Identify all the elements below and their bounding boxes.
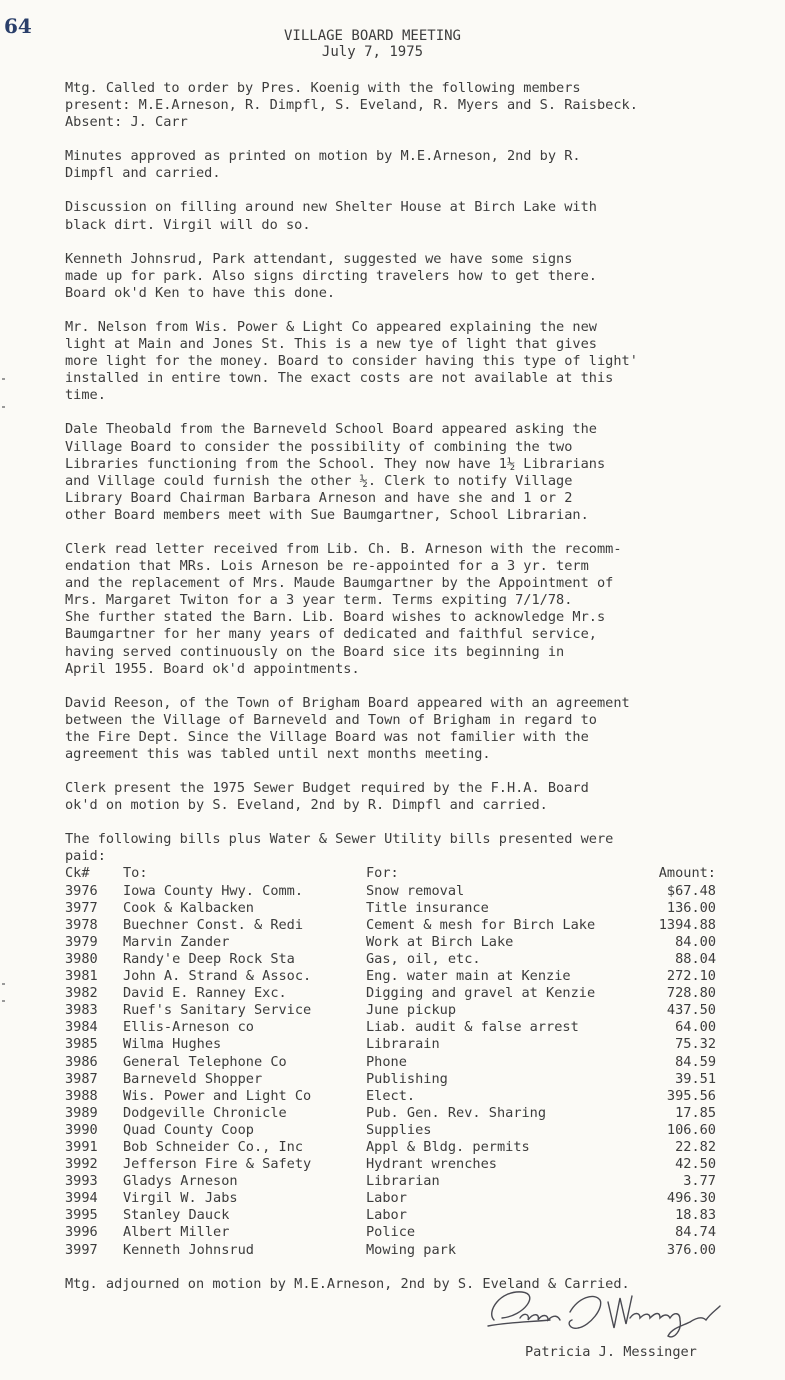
bill-payee: Gladys Arneson: [123, 1173, 238, 1190]
bill-check-number: 3981: [65, 968, 98, 985]
bill-row: [65, 968, 716, 985]
page-number: 64: [4, 14, 32, 38]
bill-purpose: Pub. Gen. Rev. Sharing: [366, 1104, 547, 1121]
bill-row: [65, 1105, 716, 1122]
bill-purpose: Snow removal: [366, 882, 465, 899]
bill-row: [65, 1190, 716, 1207]
bills-header-row: [65, 865, 716, 882]
bill-purpose: Labor: [366, 1190, 407, 1207]
bill-check-number: 3976: [65, 882, 98, 899]
bill-check-number: 3987: [65, 1070, 98, 1087]
bill-payee: Barneveld Shopper: [123, 1070, 263, 1087]
bill-row: [65, 1036, 716, 1053]
bill-purpose: Title insurance: [366, 899, 489, 916]
bill-purpose: Elect.: [366, 1087, 416, 1104]
bill-payee: Buechner Const. & Redi: [123, 916, 304, 933]
bill-check-number: 3993: [65, 1173, 98, 1190]
bill-payee: Wis. Power and Light Co: [123, 1087, 312, 1104]
paragraph-minutes-approved: Minutes approved as printed on motion by M.E.Arneson, 2nd by R. Dimpfl and carried.: [65, 148, 581, 182]
bill-row: [65, 883, 716, 900]
bill-payee: Randy'e Deep Rock Sta: [123, 950, 295, 967]
margin-mark: [2, 378, 5, 380]
bill-payee: Stanley Dauck: [123, 1207, 230, 1224]
bill-payee: John A. Strand & Assoc.: [123, 968, 312, 985]
bill-amount: 88.04: [675, 950, 716, 967]
bill-amount: 18.83: [675, 1207, 716, 1224]
bill-payee: David E. Ranney Exc.: [123, 985, 287, 1002]
bill-row: [65, 951, 716, 968]
bill-amount: 728.80: [666, 985, 716, 1002]
margin-mark: [2, 1000, 5, 1002]
bill-amount: 496.30: [666, 1190, 716, 1207]
bill-check-number: 3980: [65, 950, 98, 967]
col-header-ck: Ck#: [65, 865, 90, 882]
meeting-date: July 7, 1975: [321, 44, 424, 60]
bill-amount: $67.48: [666, 882, 716, 899]
bill-payee: General Telephone Co: [123, 1053, 287, 1070]
bill-amount: 376.00: [666, 1241, 716, 1258]
bill-check-number: 3986: [65, 1053, 98, 1070]
bill-payee: Wilma Hughes: [123, 1036, 222, 1053]
bill-row: [65, 985, 716, 1002]
paragraph-call-to-order: Mtg. Called to order by Pres. Koenig with the following members present: M.E.Arneson, R. Dimpfl, S. Eveland, R. Myers and S. Raisbeck. Absent: J. Carr: [65, 80, 638, 131]
bill-amount: 272.10: [666, 968, 716, 985]
bill-payee: Marvin Zander: [123, 933, 230, 950]
document-header: [0, 28, 745, 60]
bill-purpose: Phone: [366, 1053, 407, 1070]
paragraph-park-signs: Kenneth Johnsrud, Park attendant, suggested we have some signs made up for park. Also signs dircting travelers how to get there. Board ok'd Ken to have this done.: [65, 250, 597, 301]
margin-mark: [2, 406, 5, 408]
bill-row: [65, 1122, 716, 1139]
bill-purpose: Publishing: [366, 1070, 448, 1087]
bill-row: [65, 1088, 716, 1105]
paragraph-fire-agreement: David Reeson, of the Town of Brigham Board appeared with an agreement between the Village of Barneveld and Town of Brigham in regard to the Fire Dept. Since the Village Board was not familier with the agreement this was tabled until next months meeting.: [65, 694, 630, 762]
bill-amount: 84.74: [675, 1224, 716, 1241]
bill-payee: Jefferson Fire & Safety: [123, 1156, 312, 1173]
bill-amount: 136.00: [666, 899, 716, 916]
bill-purpose: Digging and gravel at Kenzie: [366, 985, 596, 1002]
bill-check-number: 3992: [65, 1156, 98, 1173]
bill-purpose: Liab. audit & false arrest: [366, 1019, 579, 1036]
bill-row: [65, 1071, 716, 1088]
bill-purpose: Librarian: [366, 1173, 440, 1190]
bill-amount: 437.50: [666, 1002, 716, 1019]
bill-purpose: Mowing park: [366, 1241, 457, 1258]
bill-amount: 42.50: [675, 1156, 716, 1173]
bill-payee: Albert Miller: [123, 1224, 230, 1241]
bill-amount: 84.59: [675, 1053, 716, 1070]
bills-body: [65, 883, 716, 1259]
bill-row: [65, 1224, 716, 1241]
bill-row: [65, 1139, 716, 1156]
bill-purpose: Police: [366, 1224, 416, 1241]
bill-payee: Kenneth Johnsrud: [123, 1241, 254, 1258]
bill-amount: 22.82: [675, 1138, 716, 1155]
bill-payee: Iowa County Hwy. Comm.: [123, 882, 304, 899]
bill-row: [65, 1002, 716, 1019]
bill-purpose: Hydrant wrenches: [366, 1156, 497, 1173]
paragraph-library-combine: Dale Theobald from the Barneveld School Board appeared asking the Village Board to consider the possibility of combining the two Libraries functioning from the School. They now have 1½ Librarians and Village could furnish the other ½. Clerk to notify Village Library Board Chairman Barbara Arneson and have she and 1 or 2 other Board members meet with Sue Baumgartner, School Librarian.: [65, 421, 606, 523]
bill-check-number: 3979: [65, 933, 98, 950]
bill-row: [65, 917, 716, 934]
bill-amount: 3.77: [683, 1173, 716, 1190]
bill-purpose: Cement & mesh for Birch Lake: [366, 916, 596, 933]
bill-amount: 17.85: [675, 1104, 716, 1121]
bill-check-number: 3982: [65, 985, 98, 1002]
bills-table: [65, 865, 716, 1258]
signatory-name: Patricia J. Messinger: [525, 1344, 697, 1360]
bill-check-number: 3995: [65, 1207, 98, 1224]
bill-purpose: Labor: [366, 1207, 407, 1224]
bill-row: [65, 934, 716, 951]
bill-amount: 39.51: [675, 1070, 716, 1087]
bill-payee: Cook & Kalbacken: [123, 899, 254, 916]
bill-purpose: Eng. water main at Kenzie: [366, 968, 571, 985]
bill-row: [65, 900, 716, 917]
paragraph-shelter-house: Discussion on filling around new Shelter House at Birch Lake with black dirt. Virgil will do so.: [65, 199, 597, 233]
bill-check-number: 3990: [65, 1121, 98, 1138]
bill-row: [65, 1054, 716, 1071]
margin-mark: [2, 983, 5, 985]
bill-payee: Quad County Coop: [123, 1121, 254, 1138]
bill-purpose: Supplies: [366, 1121, 432, 1138]
bill-check-number: 3978: [65, 916, 98, 933]
paragraph-street-light: Mr. Nelson from Wis. Power & Light Co appeared explaining the new light at Main and Jones St. This is a new tye of light that gives more light for the money. Board to consider having this type of light' installed in entire town. The exact costs are not available at this time.: [65, 318, 638, 404]
bill-check-number: 3984: [65, 1019, 98, 1036]
bill-amount: 64.00: [675, 1019, 716, 1036]
handwritten-signature: [480, 1282, 780, 1342]
col-header-to: To:: [123, 865, 148, 882]
minutes-body: [65, 80, 780, 1310]
bill-check-number: 3997: [65, 1241, 98, 1258]
bill-amount: 1394.88: [658, 916, 716, 933]
bill-amount: 395.56: [666, 1087, 716, 1104]
paragraph-library-appointments: Clerk read letter received from Lib. Ch. B. Arneson with the recomm- endation that MRs. Lois Arneson be re-appointed for a 3 yr. term and the replacement of Mrs. Maude Baumgartner by the Appointment of Mrs. Margaret Twiton for a 3 year term. Terms expiting 7/1/78. She further stated the Barn. Lib. Board wishes to acknowledge Mr.s Baumgartner for her many years of dedicated and faithful service, having served continuously on the Board sice its beginning in April 1955. Board ok'd appointments.: [65, 540, 622, 677]
col-header-amount: Amount:: [658, 865, 716, 882]
bill-check-number: 3977: [65, 899, 98, 916]
bill-payee: Virgil W. Jabs: [123, 1190, 238, 1207]
bill-amount: 84.00: [675, 933, 716, 950]
bill-check-number: 3983: [65, 1002, 98, 1019]
bill-payee: Ruef's Sanitary Service: [123, 1002, 312, 1019]
bills-intro: The following bills plus Water & Sewer Utility bills presented were paid:: [65, 831, 614, 865]
bill-row: [65, 1173, 716, 1190]
col-header-for: For:: [366, 865, 399, 882]
bill-row: [65, 1207, 716, 1224]
bill-payee: Ellis-Arneson co: [123, 1019, 254, 1036]
bill-payee: Bob Schneider Co., Inc: [123, 1138, 304, 1155]
bill-amount: 75.32: [675, 1036, 716, 1053]
bill-check-number: 3994: [65, 1190, 98, 1207]
document-title: VILLAGE BOARD MEETING: [283, 28, 461, 44]
bill-purpose: Work at Birch Lake: [366, 933, 514, 950]
bill-purpose: Gas, oil, etc.: [366, 950, 481, 967]
bill-check-number: 3991: [65, 1138, 98, 1155]
bill-check-number: 3985: [65, 1036, 98, 1053]
bill-check-number: 3989: [65, 1104, 98, 1121]
bill-purpose: Appl & Bldg. permits: [366, 1138, 530, 1155]
bill-row: [65, 1156, 716, 1173]
bill-purpose: Librarain: [366, 1036, 440, 1053]
bill-amount: 106.60: [666, 1121, 716, 1138]
paragraph-sewer-budget: Clerk present the 1975 Sewer Budget required by the F.H.A. Board ok'd on motion by S. Eveland, 2nd by R. Dimpfl and carried.: [65, 780, 589, 814]
bill-check-number: 3988: [65, 1087, 98, 1104]
bill-payee: Dodgeville Chronicle: [123, 1104, 287, 1121]
closing-line: Mtg. adjourned on motion by M.E.Arneson, 2nd by S. Eveland & Carried.: [65, 1275, 630, 1292]
bill-row: [65, 1242, 716, 1259]
bill-purpose: June pickup: [366, 1002, 457, 1019]
bill-row: [65, 1019, 716, 1036]
bill-check-number: 3996: [65, 1224, 98, 1241]
